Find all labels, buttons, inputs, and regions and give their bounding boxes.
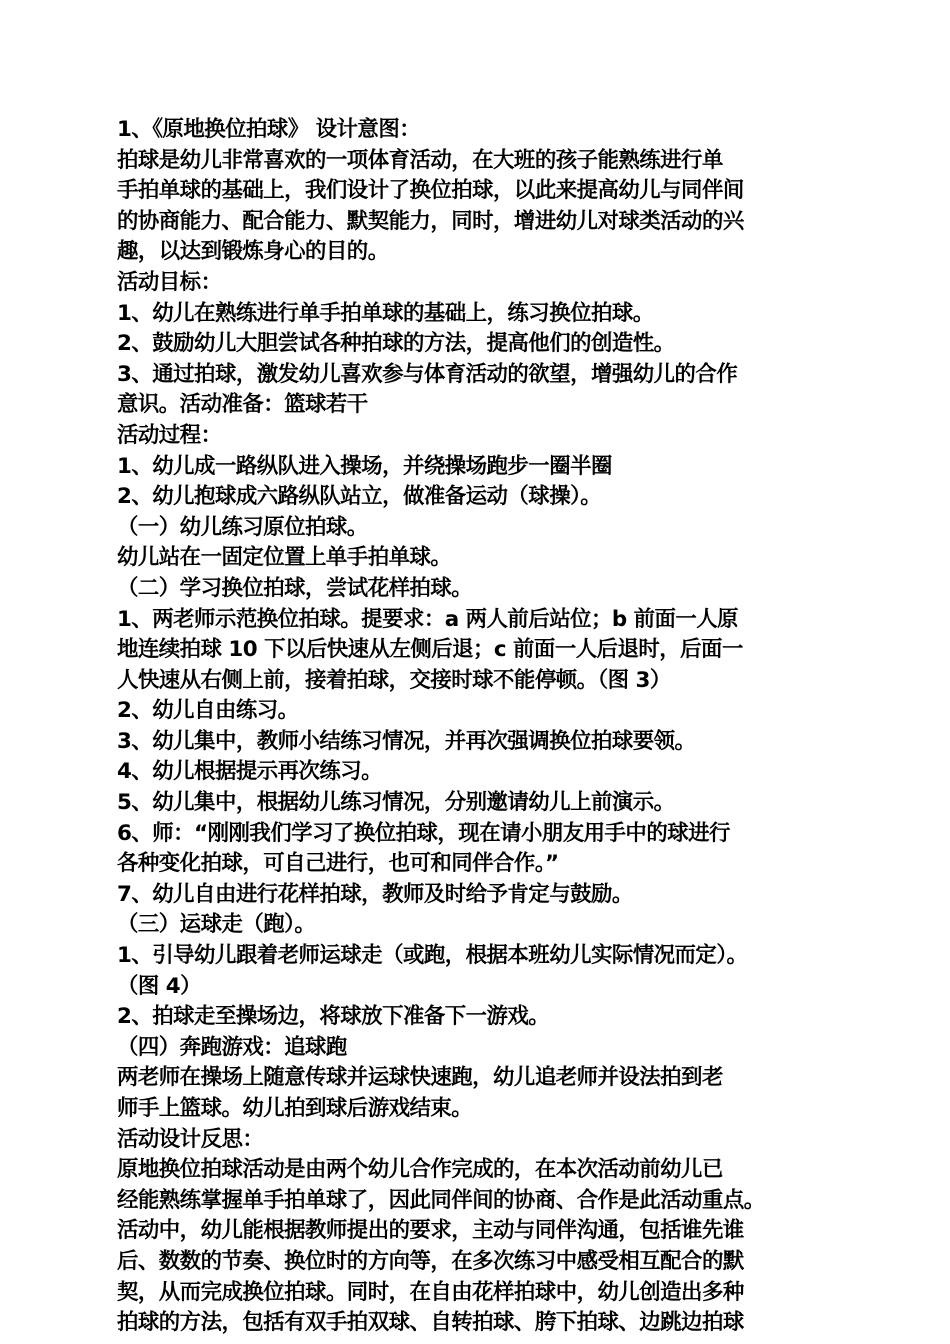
text-line: 1、两老师示范换位拍球。提要求：a 两人前后站位；b 前面一人原 [117,606,739,632]
text-line: 原地换位拍球活动是由两个幼儿合作完成的，在本次活动前幼儿已 [117,1157,723,1183]
text-line: 6、师：“刚刚我们学习了换位拍球，现在请小朋友用手中的球进行 [117,820,730,846]
document-body [117,115,841,1339]
text-line: 5、幼儿集中，根据幼儿练习情况，分别邀请幼儿上前演示。 [117,790,675,816]
text-line: 趣，以达到锻炼身心的目的。 [117,239,389,265]
text-line: 契，从而完成换位拍球。同时，在自由花样拍球中，幼儿创造出多种 [117,1279,744,1305]
text-line: 活动目标： [117,269,222,295]
text-line: 经能熟练掌握单手拍单球了，因此同伴间的协商、合作是此活动重点。 [117,1187,765,1213]
text-line: 2、幼儿自由练习。 [117,698,299,724]
text-line: 1、幼儿成一路纵队进入操场，并绕操场跑步一圈半圈 [117,453,612,479]
text-line: 1、引导幼儿跟着老师运球走（或跑，根据本班幼儿实际情况而定）。 [117,943,748,969]
text-line: 3、通过拍球，激发幼儿喜欢参与体育活动的欲望，增强幼儿的合作 [117,361,738,387]
text-line: 1、幼儿在熟练进行单手拍单球的基础上，练习换位拍球。 [117,300,654,326]
text-line: 活动中，幼儿能根据教师提出的要求，主动与同伴沟通，包括谁先谁 [117,1218,744,1244]
text-line: （一）幼儿练习原位拍球。 [117,514,368,540]
text-line: 1、《原地换位拍球》 设计意图： [117,117,421,142]
text-line: 7、幼儿自由进行花样拍球，教师及时给予肯定与鼓励。 [117,881,633,907]
text-line: 2、拍球走至操场边，将球放下准备下一游戏。 [117,1004,550,1030]
text-line: 后、数数的节奏、换位时的方向等，在多次练习中感受相互配合的默 [117,1248,744,1274]
text-line: 2、幼儿抱球成六路纵队站立，做准备运动（球操）。 [117,484,602,510]
text-line: 意识。活动准备：篮球若干 [117,392,368,418]
text-line: （二）学习换位拍球，尝试花样拍球。 [117,575,473,601]
text-line: （图 4） [117,973,202,999]
text-line: 3、幼儿集中，教师小结练习情况，并再次强调换位拍球要领。 [117,728,696,754]
text-line: 拍球的方法，包括有双手拍双球、自转拍球、胯下拍球、边跳边拍球 [117,1310,744,1336]
text-line: 活动设计反思： [117,1126,264,1152]
text-line: 拍球是幼儿非常喜欢的一项体育活动，在大班的孩子能熟练进行单 [117,147,723,173]
text-line: （四）奔跑游戏：追球跑 [117,1034,347,1060]
text-line: （三）运球走（跑）。 [117,912,316,938]
text-line: 手拍单球的基础上，我们设计了换位拍球，以此来提高幼儿与同伴间 [117,178,744,204]
text-line: 2、鼓励幼儿大胆尝试各种拍球的方法，提高他们的创造性。 [117,331,675,357]
text-line: 活动过程： [117,422,222,448]
text-line: 的协商能力、配合能力、默契能力，同时，增进幼儿对球类活动的兴 [117,208,744,234]
text-line: 各种变化拍球，可自己进行，也可和同伴合作。” [117,851,559,877]
text-line: 地连续拍球 10 下以后快速从左侧后退；c 前面一人后退时，后面一 [117,637,743,663]
text-line: 两老师在操场上随意传球并运球快速跑，幼儿追老师并设法拍到老 [117,1065,723,1091]
text-line: 4、幼儿根据提示再次练习。 [117,759,383,785]
text-line: 人快速从右侧上前，接着拍球，交接时球不能停顿。（图 3） [117,667,671,693]
text-line: 幼儿站在一固定位置上单手拍单球。 [117,545,452,571]
text-line: 师手上篮球。幼儿拍到球后游戏结束。 [117,1096,473,1121]
